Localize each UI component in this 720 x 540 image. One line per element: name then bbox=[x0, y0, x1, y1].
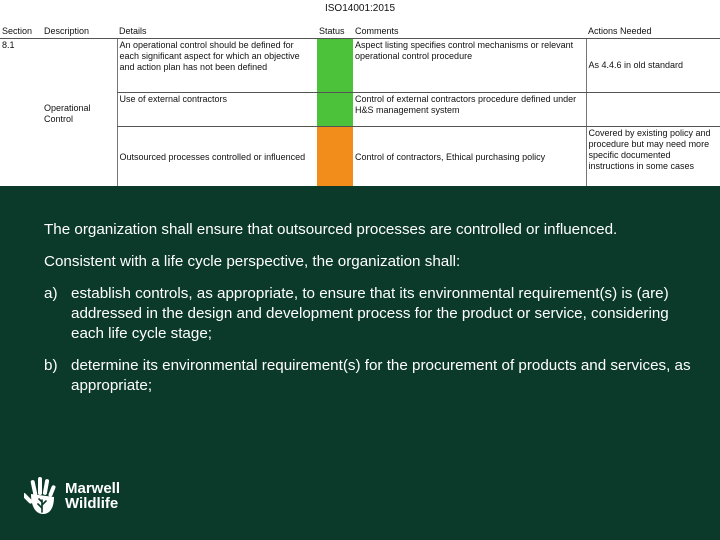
section-number: 8.1 bbox=[2, 40, 15, 50]
table-row bbox=[0, 39, 720, 93]
header-description: Description bbox=[42, 24, 117, 39]
list-item-text: determine its environmental requirement(s) for the procurement of products and services, as appropriate; bbox=[71, 357, 691, 394]
description-cell: Operational Control bbox=[44, 102, 91, 124]
list-item bbox=[44, 356, 694, 396]
header-status: Status bbox=[317, 24, 353, 39]
details-cell: An operational control should be defined for each significant aspect for which an objective and action plan has not been defined bbox=[117, 39, 317, 93]
header-details: Details bbox=[117, 24, 317, 39]
actions-cell bbox=[586, 93, 720, 127]
details-cell: Outsourced processes controlled or influenced bbox=[117, 127, 317, 189]
header-actions: Actions Needed bbox=[586, 24, 720, 39]
paragraph: Consistent with a life cycle perspective, the organization shall: bbox=[44, 253, 461, 270]
table-header-row bbox=[0, 24, 720, 39]
hand-print-icon bbox=[24, 476, 60, 516]
list-item bbox=[44, 284, 694, 344]
actions-cell: Covered by existing policy and procedure but may need more specific documented instructions in some cases bbox=[586, 127, 720, 189]
status-indicator-orange bbox=[317, 127, 353, 189]
list-item-label: a) bbox=[44, 285, 58, 302]
header-section: Section bbox=[0, 24, 42, 39]
status-indicator-green bbox=[317, 93, 353, 127]
logo-line-1: Marwell bbox=[65, 480, 121, 497]
clause-text bbox=[44, 220, 694, 408]
details-cell: Use of external contractors bbox=[117, 93, 317, 127]
gap-analysis-table bbox=[0, 24, 720, 189]
status-indicator-green bbox=[317, 39, 353, 93]
logo-wordmark bbox=[65, 481, 120, 511]
comments-cell: Aspect listing specifies control mechanisms or relevant operational control procedure bbox=[353, 39, 586, 93]
content-panel bbox=[0, 186, 720, 540]
paragraph: The organization shall ensure that outsourced processes are controlled or influenced. bbox=[44, 221, 618, 238]
iso-gap-analysis-image bbox=[0, 0, 720, 186]
logo-line-2: Wildlife bbox=[65, 495, 119, 512]
comments-cell: Control of contractors, Ethical purchasing policy bbox=[355, 152, 546, 163]
list-item-label: b) bbox=[44, 357, 58, 374]
marwell-wildlife-logo bbox=[24, 476, 120, 516]
list-item-text: establish controls, as appropriate, to ensure that its environmental requirement(s) is (are) addressed in the design and development process for the product or service, considering each life cycle stage; bbox=[71, 285, 669, 342]
comments-cell: Control of external contractors procedure defined under H&S management system bbox=[353, 93, 586, 127]
header-comments: Comments bbox=[353, 24, 586, 39]
actions-cell: As 4.4.6 in old standard bbox=[586, 39, 720, 93]
iso-standard-title: ISO14001:2015 bbox=[324, 3, 396, 14]
